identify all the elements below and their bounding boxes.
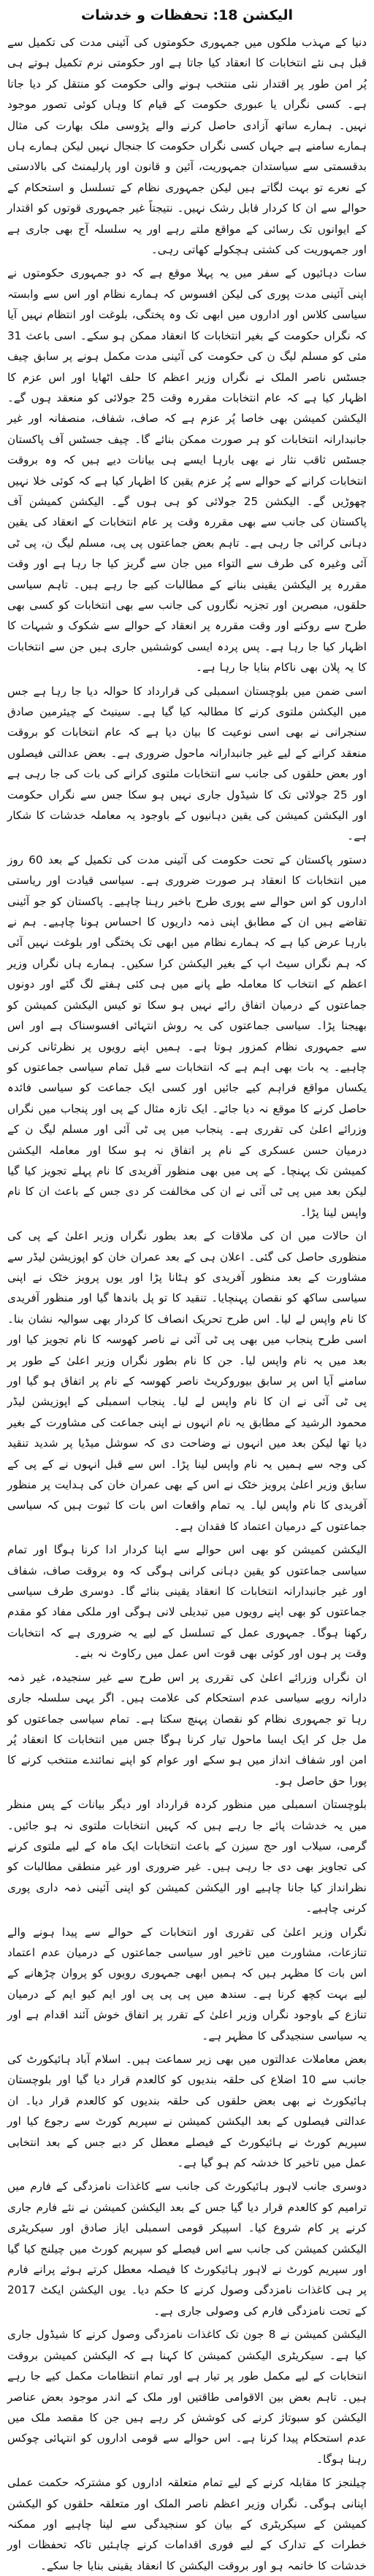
- article-paragraph: دنیا کے مہذب ملکوں میں جمہوری حکومتوں کی آئینی مدت کی تکمیل سے قبل ہی نئے انتخابات کا انعقاد کیا جاتا ہے اور حکومتی نرم تکمیل ہوتے ہی پُر امن طور پر اقتدار نئی منتخب ہونے والی حکومت کو منتقل کر دیا جاتا ہے۔ کسی نگراں یا عبوری حکومت کے قیام کا وہاں کوئی تصور موجود نہیں۔ ہمارے ساتھ آزادی حاصل کرنے والے پڑوسی ملک بھارت کی مثال ہمارے سامنے ہے جہاں کسی نگراں حکومت کا جنجال نہیں لیکن ہمارے ہاں بدقسمتی سے سیاستدان جمہوریت، آئین و قانون اور پارلیمنٹ کی بالادستی کے نعرے تو بہت لگاتے ہیں لیکن جمہوری نظام کے تسلسل و استحکام کے حوالے سے ان کا کردار قابل رشک نہیں۔ نتیجتاً غیر جمہوری قوتوں کو اقتدار کے ایوانوں تک رسائی کے مواقع ملتے رہے اور یہ سلسلہ آج بھی جاری ہے اور جمہوریت کی کشتی ہچکولے کھاتی رہی۔: [7, 36, 367, 257]
- article-paragraph: الیکشن کمیشن نے 8 جون تک کاغذات نامزدگی وصول کرنے کا شیڈول جاری کیا ہے۔ سیکریٹری الیکشن کمیشن کا کہنا ہے کہ الیکشن کمیشن بروقت انتخابات کے لیے مکمل طور پر تیار ہے اور تمام انتظامات مکمل کیے جا رہے ہیں۔ تاہم بعض بین الاقوامی طاقتیں اور ملک کے اندر موجود بعض عناصر الیکشن کو سبوتاژ کرنے کی کوشش کر رہے ہیں جن کا مقصد ملک میں عدم استحکام پیدا کرنا ہے۔ اس حوالے سے قومی اداروں کو انتہائی چوکس رہنا ہوگا۔: [7, 2328, 367, 2466]
- article-paragraph: ان نگراں وزرائے اعلیٰ کی تقرری پر اس طرح سے غیر سنجیدہ، غیر ذمہ دارانہ رویے سیاسی عدم استحکام کی علامت ہیں۔ اگر یہی سلسلہ جاری رہا تو جمہوری نظام کو نقصان پہنچ سکتا ہے۔ تمام سیاسی جماعتوں کو مل جل کر ایک ایسا ماحول تیار کرنا ہوگا جس میں انتخابات کا انعقاد پُر امن اور شفاف انداز میں ہو سکے اور عوام کو اپنے نمائندے منتخب کرنے کا پورا حق حاصل ہو۔: [7, 1670, 367, 1788]
- article-paragraph: چیلنجز کا مقابلہ کرنے کے لیے تمام متعلقہ اداروں کو مشترکہ حکمت عملی اپنانی ہوگی۔ نگراں وزیر اعظم ناصر الملک اور متعلقہ حلقوں کو الیکشن کمیشن کے سیکریٹری کے بیان کو سنجیدگی سے لینا چاہیے اور ممکنہ خطرات کے تدارک کے لیے فوری اقدامات کرنے چاہئیں تاکہ تحفظات اور خدشات کا خاتمہ ہو اور بروقت الیکشن کا انعقاد یقینی بنایا جا سکے۔: [7, 2476, 367, 2572]
- article-paragraph: اسی ضمن میں بلوچستان اسمبلی کی قرارداد کا حوالہ دیا جا رہا ہے جس میں الیکشن ملتوی کرنے کا مطالبہ کیا گیا ہے۔ سینیٹ کے چیئرمین صادق سنجرانی نے بھی اسی نوعیت کا بیان دیا ہے کہ عام انتخابات کو بروقت منعقد کرانے کے لیے غیر جانبدارانہ ماحول ضروری ہے۔ بعض عدالتی فیصلوں اور بعض حلقوں کی جانب سے انتخابات ملتوی کرانے کی بات کی جا رہی ہے اور 25 جولائی تک کا شیڈول جاری نہیں ہو سکا جس سے نگراں حکومت اور الیکشن کمیشن کی یقین دہانیوں کے باوجود یہ معاملہ خدشات کا شکار ہے۔: [7, 684, 367, 843]
- article-paragraph: ان حالات میں ان کی ملاقات کے بعد بطور نگراں وزیر اعلیٰ کے پی کی منظوری حاصل کی گئی۔ اعلان ہی کے بعد عمران خان کو اپوزیشن لیڈر سے مشاورت کے بعد منظور آفریدی کو ہٹانا پڑا اور یوں پرویز خٹک نے اپنی سیاسی ساکھ کو نقصان پہنچایا۔ تنقید کا تو پل باندھا گیا اور منظور آفریدی کا نام واپس لے لیا۔ اس طرح تحریک انصاف کا کردار بھی سوالیہ نشان بنا۔ اسی طرح پنجاب میں بھی پی ٹی آئی نے ناصر کھوسہ کا نام تجویز کیا اور بعد میں یہ نام واپس لیا۔ جن کا نام بطور نگراں وزیر اعلیٰ کے طور پر سامنے آیا اس پر سابق بیوروکریٹ ناصر کھوسہ کے نام پر اتفاق ہو گیا اور پی ٹی آئی نے ان کا نام واپس لے لیا۔ پنجاب اسمبلی کے اپوزیشن لیڈر محمود الرشید کے مطابق یہ نام انہوں نے اپنی جماعت کی مشاورت کے بغیر دیا تھا لیکن بعد میں انہوں نے وضاحت دی کہ سوشل میڈیا پر شدید تنقید کی وجہ سے ہمیں یہ نام واپس لینا پڑا۔ اس سے قبل انہوں نے کے پی کے سابق وزیر اعلیٰ پرویز خٹک نے اس کے بھی عمران خان کی ہدایت پر منظور آفریدی کا نام واپس لیا۔ یہ تمام واقعات اس بات کا ثبوت ہیں کہ سیاسی جماعتوں کے درمیان اعتماد کا فقدان ہے۔: [7, 1229, 367, 1533]
- article-paragraph: نگراں وزیر اعلیٰ کی تقرری اور انتخابات کے حوالے سے پیدا ہونے والے تنازعات، مشاورت میں تاخیر اور سیاسی جماعتوں کے درمیان عدم اعتماد اس بات کا مظہر ہیں کہ ہمیں ابھی جمہوری رویوں کو پروان چڑھانے کے لیے بہت کچھ کرنا ہے۔ سندھ میں پی پی پی اور ایم کیو ایم کے درمیان تنازع کے باوجود نگراں وزیر اعلیٰ کے تقرر پر اتفاق خوش آئند اقدام ہے اور یہ سیاسی سنجیدگی کا مظہر ہے۔: [7, 1925, 367, 2042]
- article-title: الیکشن 18: تحفظات و خدشات: [80, 7, 294, 23]
- article-paragraph: بلوچستان اسمبلی میں منظور کردہ قرارداد اور دیگر بیانات کے پس منظر میں یہ خدشات پائے جا رہے ہیں کہ کہیں انتخابات ملتوی نہ ہو جائیں۔ گرمی، سیلاب اور حج سیزن کے باعث انتخابات ایک ماہ کے لیے ملتوی کرنے کی تجاویز بھی دی جا رہی ہیں۔ غیر ضروری اور غیر منطقی مطالبات کو نظرانداز کیا جانا چاہیے اور الیکشن کمیشن کو اپنی آئینی ذمہ داری پوری کرنی چاہیے۔: [7, 1798, 367, 1915]
- article-paragraph: الیکشن کمیشن کو بھی اس حوالے سے اپنا کردار ادا کرنا ہوگا اور تمام سیاسی جماعتوں کو یقین دہانی کرانی ہوگی کہ وہ بروقت صاف، شفاف اور غیر جانبدارانہ انتخابات کا انعقاد یقینی بنائے گا۔ دوسری طرف سیاسی جماعتوں کو بھی اپنے رویوں میں تبدیلی لانی ہوگی اور ملکی مفاد کو مقدم رکھنا ہوگا۔ جمہوری عمل کے تسلسل کے لیے یہ ضروری ہے کہ انتخابات وقت پر ہوں اور کوئی بھی قوت اس عمل میں رکاوٹ نہ بنے۔: [7, 1543, 367, 1661]
- article-paragraph: دستور پاکستان کے تحت حکومت کی آئینی مدت کی تکمیل کے بعد 60 روز میں انتخابات کا انعقاد ہر صورت ضروری ہے۔ سیاسی قیادت اور ریاستی اداروں کو اس حوالے سے پوری طرح باخبر رہنا چاہیے۔ پاکستان کو جو آئینی تقاضے ہیں ان کے مطابق اپنی ذمہ داریوں کا احساس ہونا چاہیے۔ ہم نے بارہا عرض کیا ہے کہ ہمارے نظام میں ابھی تک پختگی اور بلوغت نہیں آئی کہ ہم نگراں سیٹ اپ کے بغیر الیکشن کرا سکیں۔ ہمارے ہاں نگراں وزیر اعظم کے انتخاب کا معاملہ طے پانے میں ہی کئی ہفتے لگ گئے اور دونوں جماعتوں کے درمیان اتفاق رائے نہیں ہو سکا تو کیس الیکشن کمیشن کو بھیجنا پڑا۔ سیاسی جماعتوں کی یہ روش انتہائی افسوسناک ہے اور اس سے جمہوری نظام کمزور ہوتا ہے۔ ہمیں اپنے رویوں پر نظرثانی کرنی چاہیے۔ یہ بات بھی اہم ہے کہ انتخابات سے قبل تمام سیاسی جماعتوں کو یکساں مواقع فراہم کیے جائیں اور کسی ایک جماعت کو سیاسی فائدہ حاصل کرنے کا موقع نہ دیا جائے۔ ایک تازہ مثال کے پی اور پنجاب میں نگراں وزرائے اعلیٰ کی تقرری ہے۔ پنجاب میں پی ٹی آئی اور مسلم لیگ ن کے درمیان حسن عسکری کے نام پر اتفاق نہ ہو سکا اور معاملہ الیکشن کمیشن تک پہنچا۔ کے پی میں بھی منظور آفریدی کا نام پہلے تجویز کیا گیا لیکن بعد میں پی ٹی آئی نے ان کی مخالفت کر دی جس کے باعث ان کا نام واپس لینا پڑا۔: [7, 853, 367, 1219]
- article-paragraph: بعض معاملات عدالتوں میں بھی زیر سماعت ہیں۔ اسلام آباد ہائیکورٹ کی جانب سے 10 اضلاع کی حلقہ بندیوں کو کالعدم قرار دیا گیا اور بلوچستان ہائیکورٹ نے بھی بعض حلقوں کی حلقہ بندیوں کو کالعدم قرار دیا۔ ان عدالتی فیصلوں کے بعد الیکشن کمیشن نے سپریم کورٹ سے رجوع کیا اور سپریم کورٹ نے ہائیکورٹ کے فیصلے معطل کر دیے جس کے بعد انتخابی عمل میں تاخیر کا خدشہ کم ہو گیا ہے۔: [7, 2053, 367, 2170]
- article-body: [7, 32, 367, 2576]
- article-paragraph: سات دہائیوں کے سفر میں یہ پہلا موقع ہے کہ دو جمہوری حکومتوں نے اپنی آئینی مدت پوری کی لیکن افسوس کہ ہمارے نظام اور اس سے وابستہ سیاسی کلاس اور اداروں میں ابھی تک وہ پختگی، بلوغت اور انتظام نہیں آیا کہ نگراں حکومت کے بغیر انتخابات کا انعقاد ممکن ہو سکے۔ اسی باعث 31 مئی کو مسلم لیگ ن کی حکومت کی آئینی مدت مکمل ہونے پر سابق چیف جسٹس ناصر الملک نے نگراں وزیر اعظم کا حلف اٹھایا اور اس عزم کا اظہار کیا ہے کہ عام انتخابات مقررہ وقت 25 جولائی کو منعقد ہوں گے۔ الیکشن کمیشن بھی خاصا پُر عزم ہے کہ صاف، شفاف، منصفانہ اور غیر جانبدارانہ انتخابات کو ہر صورت ممکن بنائے گا۔ چیف جسٹس آف پاکستان جسٹس ثاقب نثار نے بھی بارہا ایسے ہی بیانات دیے ہیں کہ وہ بروقت انتخابات کرانے کے حوالے سے پُر عزم یقین کا اظہار کیا ہے کہ کوئی خلا نہیں چھوڑیں گے۔ الیکشن 25 جولائی کو ہی ہوں گے۔ الیکشن کمیشن آف پاکستان کی جانب سے بھی مقررہ وقت پر عام انتخابات کے انعقاد کی یقین دہانی کرائی جا رہی ہے۔ تاہم بعض جماعتوں پی پی، مسلم لیگ ن، پی ٹی آئی وغیرہ کی طرف سے التواء میں جان سے گریز کیا جا رہا ہے اور وقت مقررہ پر الیکشن یقینی بنانے کے مطالبات کیے جا رہے ہیں۔ تاہم سیاسی حلقوں، مبصرین اور تجزیہ نگاروں کی جانب سے بھی انتخابات کو کسی بھی طرح سے روکنے اور وقت مقررہ پر انعقاد کے حوالے سے شکوک و شبہات کا اظہار کیا جا رہا ہے۔ پس پردہ ایسی کوششیں جاری ہیں جن سے انتخابات کا یہ پلان بھی ناکام بنایا جا رہا ہے۔: [7, 266, 367, 674]
- article-paragraph: دوسری جانب لاہور ہائیکورٹ کی جانب سے کاغذات نامزدگی کے فارم میں ترامیم کو کالعدم قرار دیا گیا جس کے بعد الیکشن کمیشن نے نئے فارم جاری کرنے پر کام شروع کیا۔ اسپیکر قومی اسمبلی ایاز صادق اور سیکریٹری الیکشن کمیشن کی جانب سے اس فیصلے کو سپریم کورٹ میں چیلنج کیا گیا اور سپریم کورٹ نے لاہور ہائیکورٹ کا فیصلہ معطل کرتے ہوئے پرانے فارم پر ہی کاغذات نامزدگی وصول کرنے کا حکم دیا۔ یوں الیکشن ایکٹ 2017 کے تحت نامزدگی فارم کی وصولی جاری ہے۔: [7, 2180, 367, 2318]
